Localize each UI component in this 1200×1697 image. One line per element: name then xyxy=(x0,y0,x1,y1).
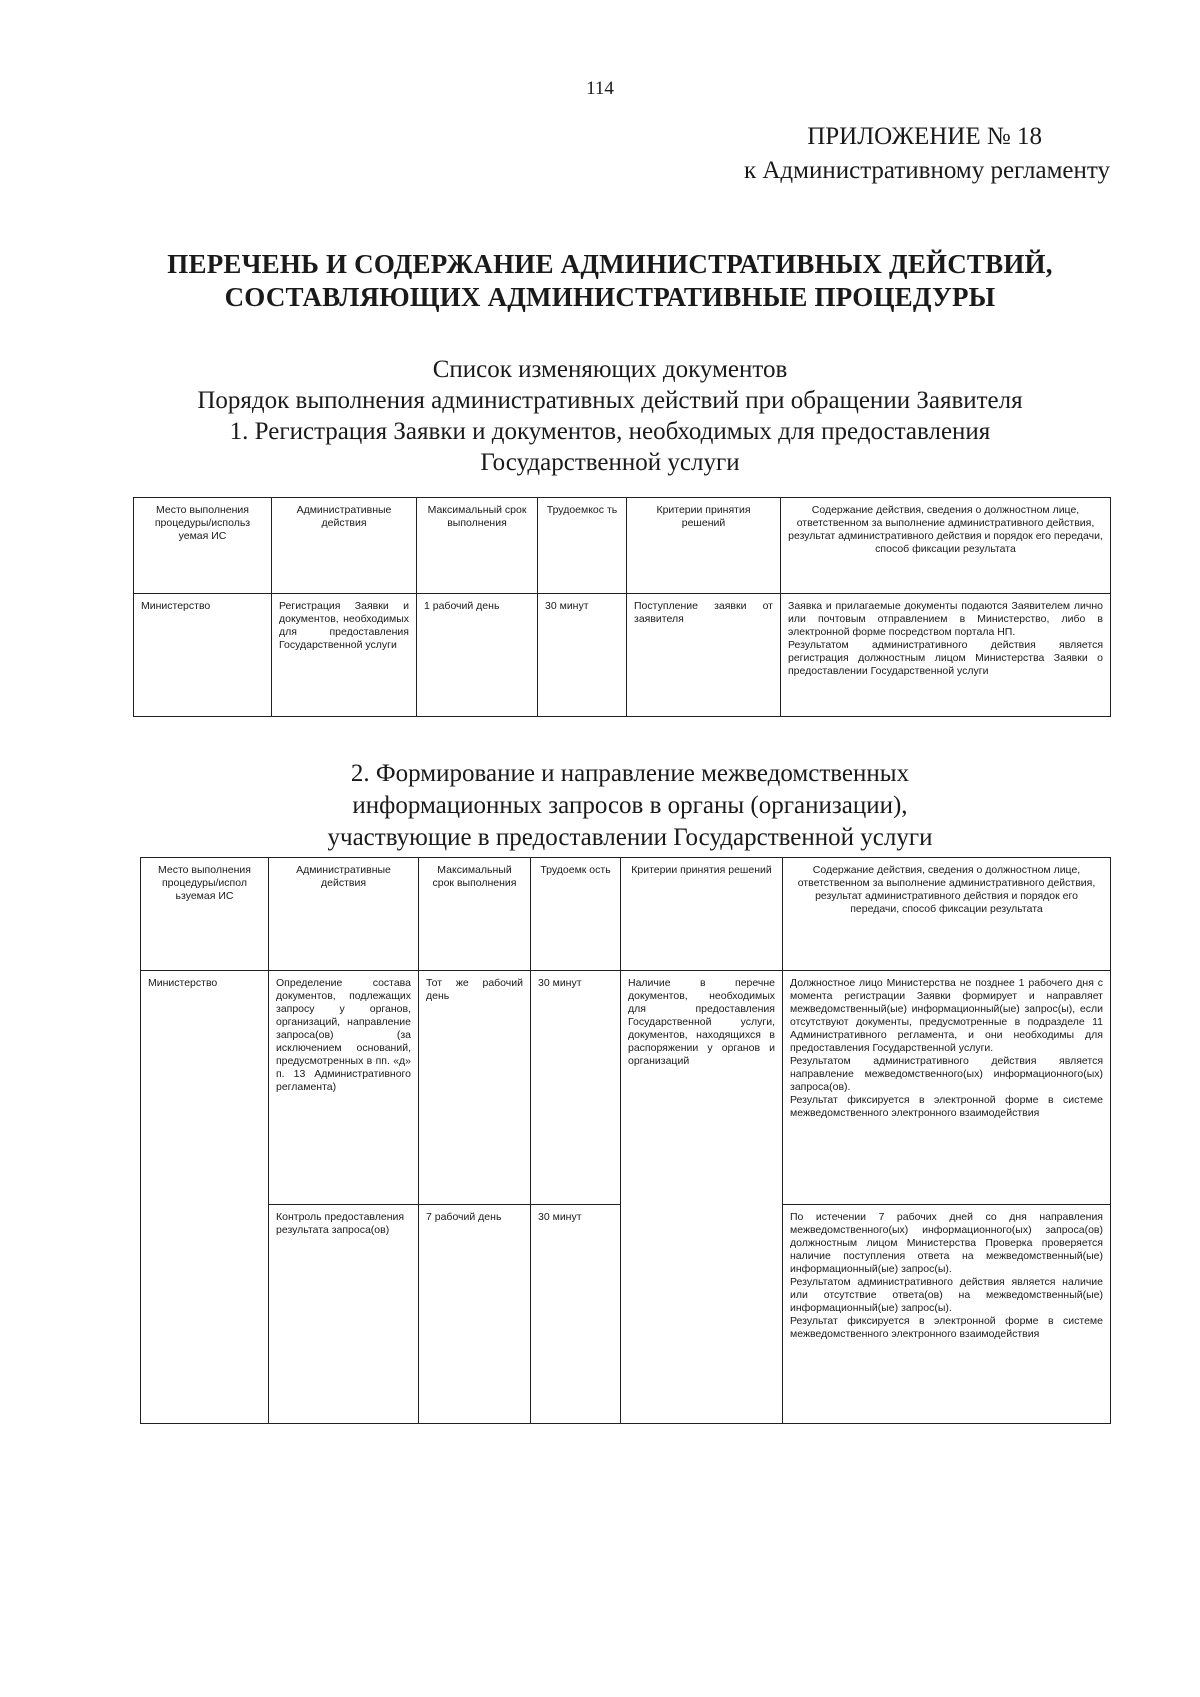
procedure-table-1 xyxy=(133,497,1111,717)
cell-labor: 30 минут xyxy=(531,971,621,1205)
table-header-row xyxy=(141,858,1111,971)
header-labor: Трудоемк ость xyxy=(531,858,621,971)
title-line-2: СОСТАВЛЯЮЩИХ АДМИНИСТРАТИВНЫЕ ПРОЦЕДУРЫ xyxy=(224,282,996,312)
content-paragraph: Результатом административного действия является наличие или отсутствие ответа(ов) на межведомственный(ые) информационный(ые) запрос(ы). xyxy=(790,1276,1103,1314)
appendix-number: ПРИЛОЖЕНИЕ № 18 xyxy=(807,123,1042,150)
table-row xyxy=(134,594,1111,717)
content-paragraph: Заявка и прилагаемые документы подаются Заявителем лично или почтовым отправлением в Министерство, либо в электронной форме посредством портала НП. xyxy=(788,600,1103,638)
header-actions: Административные действия xyxy=(272,498,417,594)
content-paragraph: Результат фиксируется в электронной форме в системе межведомственного электронного взаимодействия xyxy=(790,1094,1103,1119)
cell-actions: Определение состава документов, подлежащих запросу у органов, организаций, направление запроса(ов) (за исключением оснований, предусмотренных в пп. «д» п. 13 Административного регламента) xyxy=(269,971,419,1205)
section-2-heading-line-2: информационных запросов в органы (организации), xyxy=(352,792,908,819)
cell-content xyxy=(781,594,1111,717)
cell-labor: 30 минут xyxy=(538,594,627,717)
procedure-order-heading: Порядок выполнения административных действий при обращении Заявителя xyxy=(197,387,1023,414)
section-1-heading-line-1: 1. Регистрация Заявки и документов, необходимых для предоставления xyxy=(229,418,991,445)
procedure-table-2 xyxy=(140,857,1111,1424)
content-paragraph: Результатом административного действия является регистрация должностным лицом Министерства Заявки о предоставлении Государственной услуги xyxy=(788,639,1103,677)
cell-max-term: Тот же рабочий день xyxy=(419,971,531,1205)
cell-criteria: Поступление заявки от заявителя xyxy=(627,594,781,717)
header-max-term: Максимальный срок выполнения xyxy=(417,498,538,594)
header-actions: Административные действия xyxy=(269,858,419,971)
cell-actions: Контроль предоставления результата запроса(ов) xyxy=(269,1205,419,1424)
content-paragraph: Результатом административного действия является направление межведомственного(ых) информационного(ых) запроса(ов). xyxy=(790,1055,1103,1093)
section-1-heading-line-2: Государственной услуги xyxy=(480,449,740,476)
page-number: 114 xyxy=(586,78,614,99)
appendix-header xyxy=(410,120,1110,188)
cell-max-term: 7 рабочий день xyxy=(419,1205,531,1424)
changes-list-heading: Список изменяющих документов xyxy=(432,356,788,383)
cell-criteria: Наличие в перечне документов, необходимых для предоставления Государственной услуги, документов, находящихся в распоряжении у органов и организаций xyxy=(621,971,783,1424)
document-title xyxy=(130,248,1090,314)
table-row xyxy=(141,971,1111,1205)
title-line-1: ПЕРЕЧЕНЬ И СОДЕРЖАНИЕ АДМИНИСТРАТИВНЫХ ДЕЙСТВИЙ, xyxy=(167,249,1053,279)
cell-place: Министерство xyxy=(141,971,269,1424)
cell-place: Министерство xyxy=(134,594,272,717)
header-max-term: Максимальный срок выполнения xyxy=(419,858,531,971)
header-criteria: Критерии принятия решений xyxy=(627,498,781,594)
header-place: Место выполнения процедуры/испол ьзуемая ИС xyxy=(141,858,269,971)
table-header-row xyxy=(134,498,1111,594)
appendix-reference: к Административному регламенту xyxy=(743,157,1110,184)
section-2-heading-line-3: участвующие в предоставлении Государственной услуги xyxy=(327,824,933,851)
header-content: Содержание действия, сведения о должностном лице, ответственном за выполнение административного действия, результат административного действия и порядок его передачи, способ фиксации результата xyxy=(781,498,1111,594)
section-2-heading xyxy=(180,758,1080,854)
header-labor: Трудоемкос ть xyxy=(538,498,627,594)
cell-labor: 30 минут xyxy=(531,1205,621,1424)
header-place: Место выполнения процедуры/использ уемая ИС xyxy=(134,498,272,594)
cell-content xyxy=(783,971,1111,1205)
content-paragraph: Результат фиксируется в электронной форме в системе межведомственного электронного взаимодействия xyxy=(790,1315,1103,1340)
section-2-heading-line-1: 2. Формирование и направление межведомственных xyxy=(350,760,910,787)
cell-content xyxy=(783,1205,1111,1424)
subtitle-block xyxy=(120,354,1100,478)
content-paragraph: Должностное лицо Министерства не позднее 1 рабочего дня с момента регистрации Заявки формирует и направляет межведомственный(ые) информационный(ые) запрос(ы), если отсутствуют документы, предусмотренные в подразделе 11 Административного регламента, и они необходимы для предоставления Государственной услуги. xyxy=(790,977,1103,1054)
content-paragraph: По истечении 7 рабочих дней со дня направления межведомственного(ых) информационного(ых) запроса(ов) должностным лицом Министерства Проверка проверяется наличие поступления ответа на межведомственный(ые) информационный(ые) запрос(ы). xyxy=(790,1211,1103,1275)
cell-max-term: 1 рабочий день xyxy=(417,594,538,717)
header-content: Содержание действия, сведения о должностном лице, ответственном за выполнение административного действия, результат административного действия и порядок его передачи, способ фиксации результата xyxy=(783,858,1111,971)
header-criteria: Критерии принятия решений xyxy=(621,858,783,971)
cell-actions: Регистрация Заявки и документов, необходимых для предоставления Государственной услуги xyxy=(272,594,417,717)
